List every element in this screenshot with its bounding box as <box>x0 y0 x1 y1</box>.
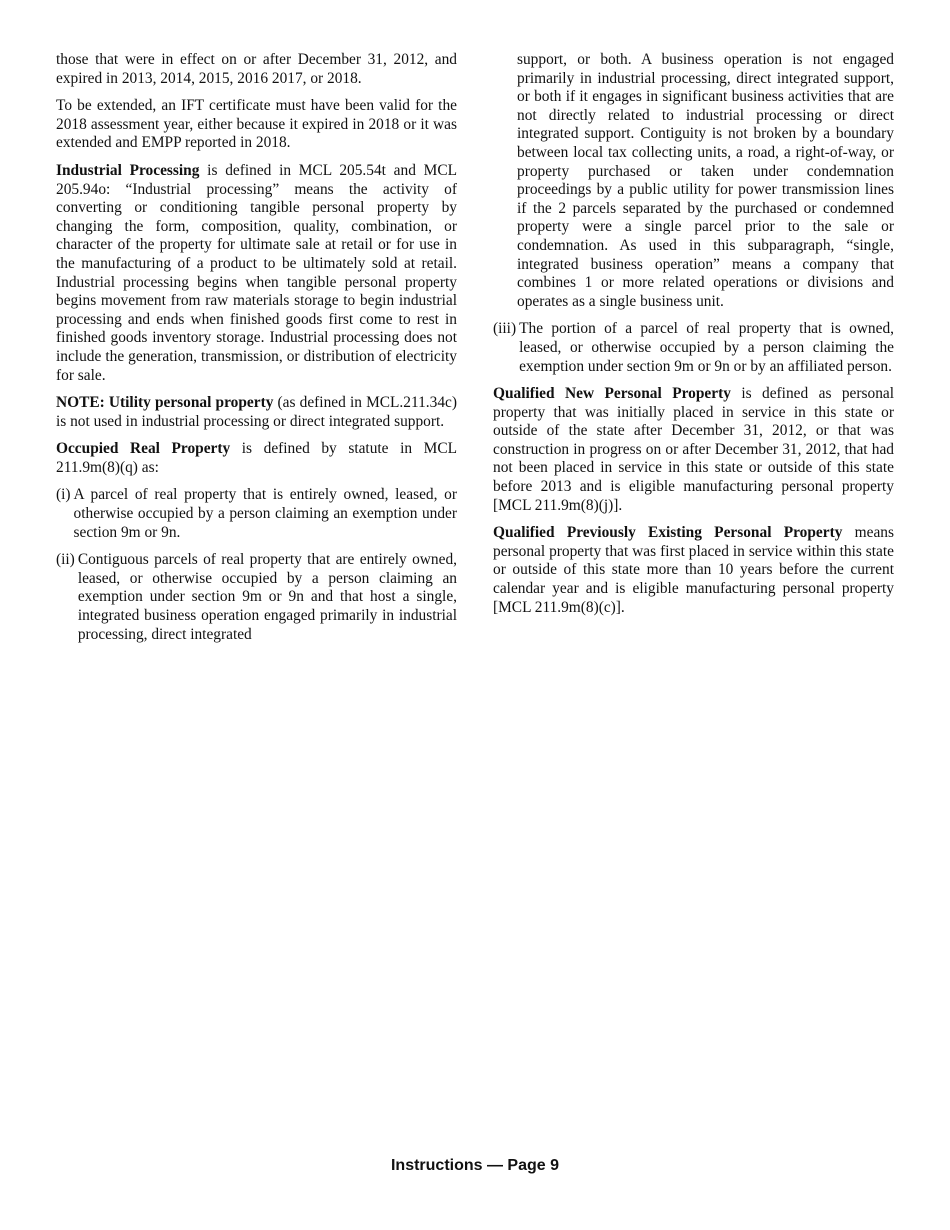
industrial-processing-term: Industrial Processing <box>56 161 200 179</box>
qualified-previously-existing-term: Qualified Previously Existing Personal Property <box>493 524 843 542</box>
utility-note-term: NOTE: Utility personal property <box>56 394 274 412</box>
list-marker-iii: (iii) <box>493 320 517 338</box>
list-item-ii <box>56 551 457 644</box>
qualified-new-term: Qualified New Personal Property <box>493 385 731 403</box>
industrial-processing-definition <box>56 162 457 385</box>
list-marker-i: (i) <box>56 486 71 504</box>
qualified-previously-existing-text: means personal property that was first placed in service within this state or outside of this state more than 10 years before the current calendar year and is eligible manufacturing personal property [MCL 211.9m(8)(c)]. <box>493 524 894 616</box>
utility-note <box>56 394 457 431</box>
utility-note-text: (as defined in MCL.211.34c) is not used in industrial processing or direct integrated support. <box>56 394 457 430</box>
occupied-real-property-text: is defined by statute in MCL 211.9m(8)(q) as: <box>56 440 457 476</box>
qualified-new-text: is defined as personal property that was initially placed in service in this state or outside of the state after December 31, 2012, or that was construction in progress on or after December 31, 2012, that had not been placed in service in this state or outside of this state before 2013 and is eligible manufacturing personal property [MCL 211.9m(8)(j)]. <box>493 385 895 514</box>
list-item-i <box>56 486 457 542</box>
intro-continued-paragraph: those that were in effect on or after December 31, 2012, and expired in 2013, 2014, 2015, 2016 2017, or 2018. <box>56 51 457 87</box>
page-footer: Instructions — Page 9 <box>390 1157 560 1174</box>
list-item-iii <box>493 320 894 376</box>
list-text-i: A parcel of real property that is entirely owned, leased, or otherwise occupied by a person claiming an exemption under section 9m or 9n. <box>73 486 457 541</box>
list-text-iii: The portion of a parcel of real property that is owned, leased, or otherwise occupied by a person claiming the exemption under section 9m or 9n or by an affiliated person. <box>519 320 894 375</box>
left-column <box>56 51 457 653</box>
qualified-new-personal-property-definition <box>493 385 894 515</box>
list-text-ii-continued: support, or both. A business operation is not engaged primarily in industrial processing, direct integrated support, or both if it engages in significant business activities that are not directly related to industrial processing or direct integrated support. Contiguity is not broken by a boundary between local tax collecting units, a road, a right-of-way, or property purchased or taken under condemnation proceedings by a public utility for power transmission lines if the 2 parcels separated by the purchased or condemned property were a single parcel prior to the sale or condemnation. As used in this subparagraph, “single, integrated business operation” means a company that combines 1 or more related operations or divisions and operates as a single business unit. <box>517 51 894 310</box>
occupied-real-property-term: Occupied Real Property <box>56 440 231 458</box>
industrial-processing-text: is defined in MCL 205.54t and MCL 205.94o: “Industrial processing” means the activity of converting or conditioning tangible personal property by changing the form, composition, quality, combination, or character of the property for ultimate sale at retail or for use in the manufacturing of a product to be ultimately sold at retail. Industrial processing begins when tangible personal property begins movement from raw materials storage to begin industrial processing and ends when finished goods first come to rest in finished goods inventory storage. Industrial processing does not include the generation, transmission, or distribution of electricity for sale. <box>56 161 457 384</box>
qualified-previously-existing-definition <box>493 524 894 617</box>
list-text-ii: Contiguous parcels of real property that are entirely owned, leased, or otherwise occupied by a person claiming an exemption under section 9m or 9n and that host a single, integrated business operation engaged primarily in industrial processing, direct integrated <box>77 551 457 643</box>
right-column <box>493 51 894 626</box>
extension-paragraph: To be extended, an IFT certificate must have been valid for the 2018 assessment year, either because it expired in 2018 or it was extended and EMPP reported in 2018. <box>56 97 457 152</box>
occupied-real-property-definition <box>56 440 457 477</box>
list-marker-ii: (ii) <box>56 551 75 569</box>
